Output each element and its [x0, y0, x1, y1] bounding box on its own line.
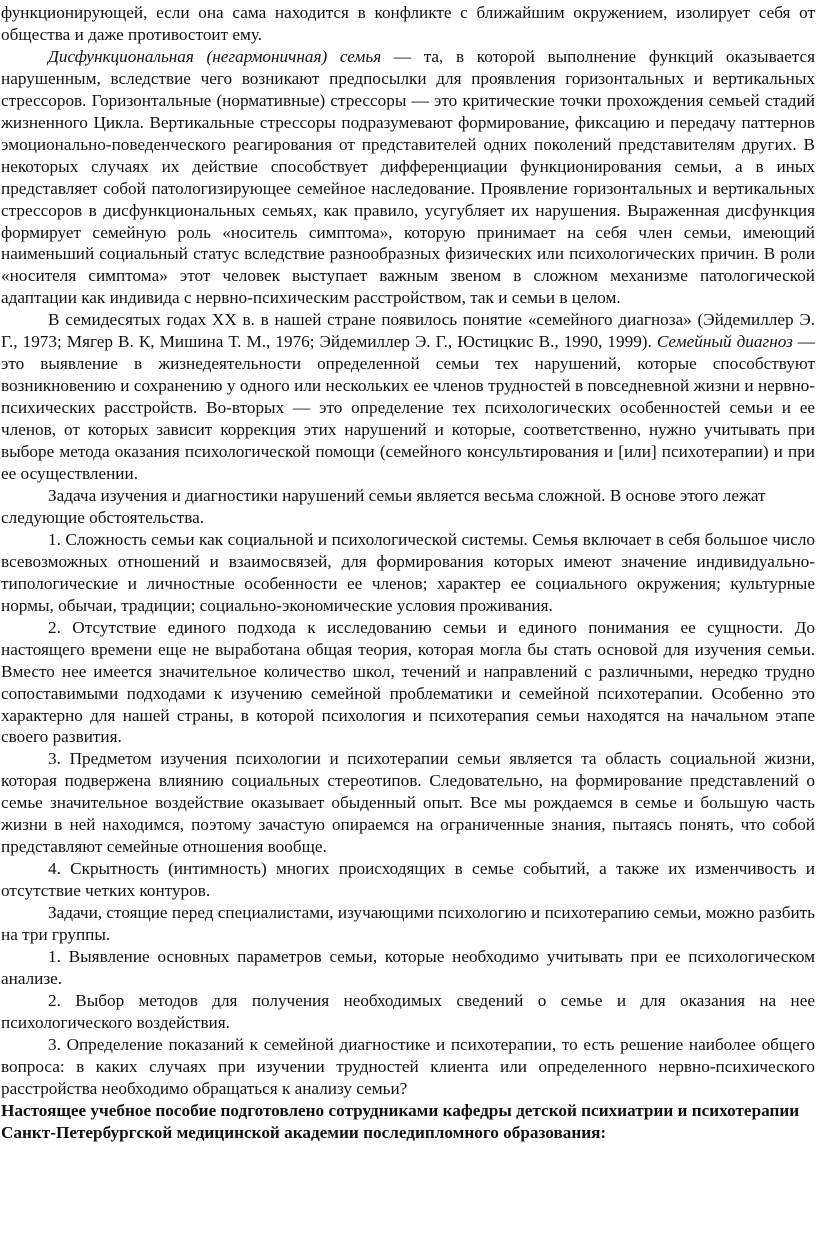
- list-item-4-secrecy: [1, 858, 815, 902]
- text-run: 1. Выявление основных параметров семьи, которые необходимо учитывать при ее психологическом анализе.: [1, 946, 815, 988]
- paragraph-dysfunctional-family: [1, 46, 815, 309]
- list-item-3-stereotypes: [1, 748, 815, 858]
- paragraph-family-diagnosis: [1, 309, 815, 485]
- term-family-diagnosis: Семейный диагноз: [656, 332, 793, 352]
- text-run: Настоящее учебное пособие подготовлено сотрудниками кафедры детской психиатрии и психотерапии Санкт-Петербургской медицинской академии последипломного образования:: [1, 1100, 800, 1142]
- list-item-1-complexity: [1, 529, 815, 617]
- text-run: 3. Определение показаний к семейной диагностике и психотерапии, то есть решение наиболее общего вопроса: в каких случаях при изучении трудностей клиента или определенного нервно-психического расстройства необходимо обращаться к анализу семьи?: [1, 1034, 815, 1098]
- task-item-1: [1, 946, 815, 990]
- text-run: Задача изучения и диагностики нарушений семьи является весьма сложной. В основе этого лежат следующие обстоятельства.: [1, 485, 766, 527]
- task-item-2: [1, 990, 815, 1034]
- text-run: 2. Отсутствие единого подхода к исследованию семьи и единого понимания ее сущности. До настоящего времени еще не выработана общая теория, которая могла бы стать основой для изучения семьи. Вместо нее имеется значительное количество школ, течений и направлений с различными, нередко трудно сопоставимыми подходами к изучению семейной проблематики и семейной психотерапии. Особенно это характерно для нашей страны, в которой психология и психотерапия семьи находятся на начальном этапе своего развития.: [1, 617, 815, 747]
- paragraph-three-groups: [1, 902, 815, 946]
- text-run: 2. Выбор методов для получения необходимых сведений о семье и для оказания на нее психологического воздействия.: [1, 990, 815, 1032]
- text-run: функционирующей, если она сама находится в конфликте с ближайшим окружением, изолирует себя от общества и даже противостоит ему.: [1, 3, 815, 44]
- text-run: 3. Предметом изучения психологии и психотерапии семьи является та область социальной жизни, которая подвержена влиянию социальных стереотипов. Следовательно, на формирование представлений о семье значительное воздействие оказывает обыденный опыт. Все мы рождаемся в семье и большую часть жизни в ней находимся, поэтому зачастую опираемся на ограниченные знания, пытаясь понять, что собой представляют семейные отношения вообще.: [1, 749, 815, 857]
- paragraph-authors-note: [1, 1100, 815, 1144]
- text-run: 4. Скрытность (интимность) многих происходящих в семье событий, а также их изменчивость и отсутствие четких контуров.: [1, 859, 815, 901]
- text-run: Задачи, стоящие перед специалистами, изучающими психологию и психотерапию семьи, можно разбить на три группы.: [1, 903, 815, 945]
- list-item-2-no-unified-approach: [1, 617, 815, 749]
- text-run: 1. Сложность семьи как социальной и психологической системы. Семья включает в себя большое число всевозможных отношений и взаимосвязей, для формирования которых имеют значение индивидуально-типологические и личностные особенности ее членов; характер ее социального окружения; культурные нормы, обычаи, традиции; социально-экономические условия проживания.: [1, 529, 815, 615]
- text-run: — та, в которой выполнение функций оказывается нарушенным, вследствие чего возникают предпосылки для проявления горизонтальных и вертикальных стрессоров. Горизонтальные (нормативные) стрессоры — это критические точки прохождения семьей стадий жизненного Цикла. Вертикальные стрессоры подразумевают формирование, фиксацию и передачу паттернов эмоционально-поведенческого реагирования от представителей одних поколений представителям других. В некоторых случаях их действие способствует дифференциации функционирования семьи, а в иных представляет собой патологизирующее семейное наследование. Проявление горизонтальных и вертикальных стрессоров в дисфункциональных семьях, как правило, усугубляет их нарушения. Выраженная дисфункция формирует семейную роль «носитель симптома», которую принимает на себя член семьи, имеющий наименьший социальный статус вследствие разнообразных физических или психологических причин. В роли «носителя симптома» этот человек выступает важным звеном в сложном механизме патологической адаптации как индивида с нервно-психическим расстройством, так и семьи в целом.: [1, 46, 815, 308]
- paragraph-intro-continuation: [1, 2, 815, 46]
- text-run: В семидесятых годах XX в. в нашей стране появилось понятие «семейного диагноза» (Эйдемиллер Э. Г., 1973; Мягер В. К, Мишина Т. М., 1976; Эйдемиллер Э. Г., Юстицкис В., 1990, 1999).: [1, 310, 815, 352]
- task-item-3: [1, 1034, 815, 1100]
- text-run: — это выявление в жизнедеятельности определенной семьи тех нарушений, которые способствуют возникновению и сохранению у одного или нескольких ее членов трудностей в повседневной жизни и нервно-психических расстройств. Во-вторых — это определение тех психологических особенностей семьи и ее членов, от которых зависит коррекция этих нарушений и которые, соответственно, нужно учитывать при выборе метода оказания психологической помощи (семейного консультирования и [или] психотерапии) и при ее осуществлении.: [1, 332, 816, 484]
- paragraph-task-complexity: [1, 485, 815, 529]
- term-dysfunctional-family: Дисфункциональная (негармоничная) семья: [48, 46, 382, 66]
